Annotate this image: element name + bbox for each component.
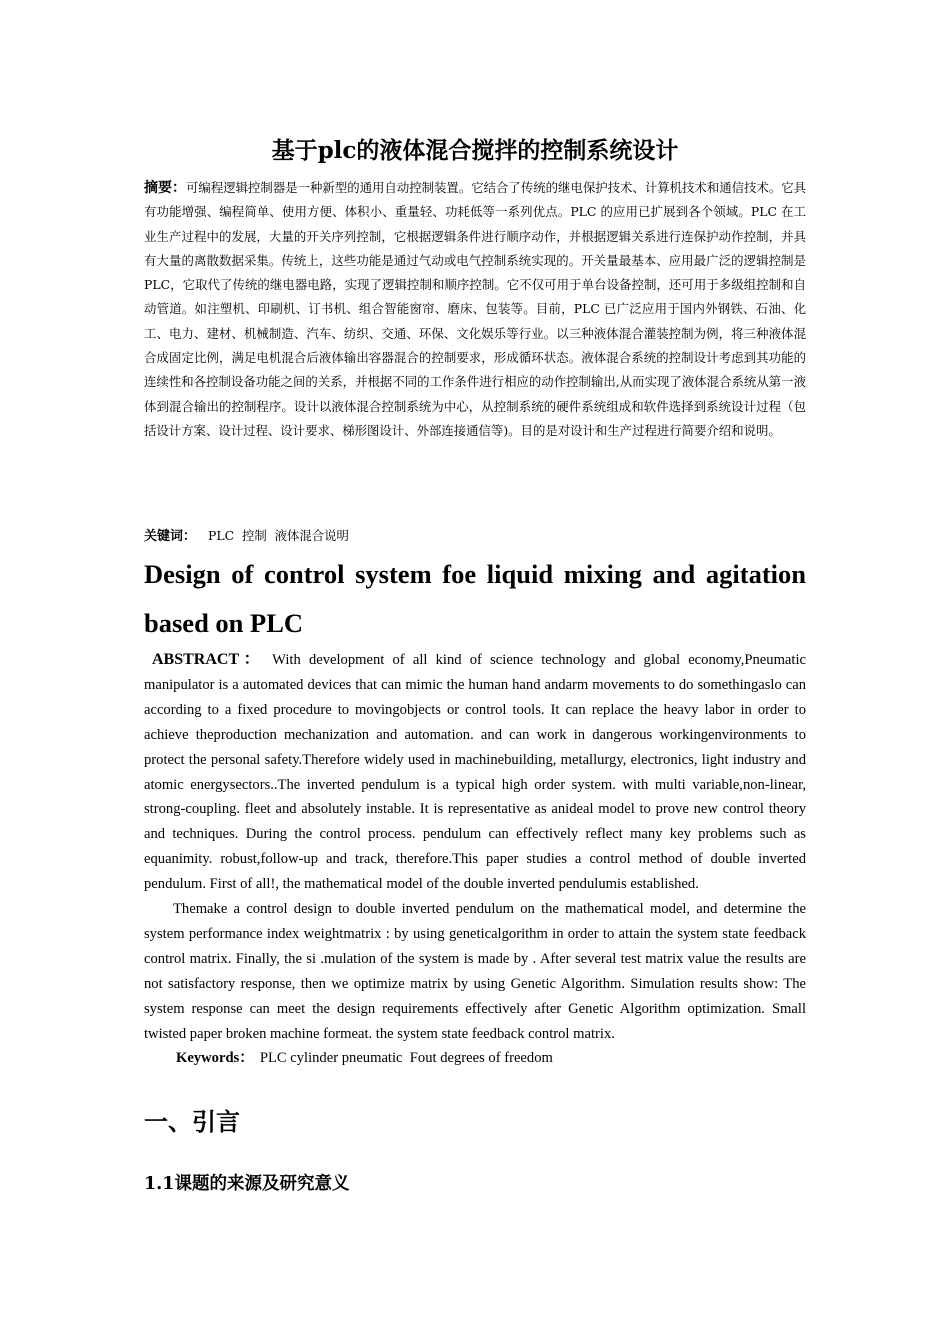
english-keywords-label: Keywords：	[176, 1050, 254, 1066]
chinese-abstract-label: 摘要：	[144, 180, 187, 196]
english-title: Design of control system foe liquid mixing and agitation based on PLC	[144, 559, 806, 638]
english-abstract-label: ABSTRACT：	[152, 651, 265, 668]
chinese-title: 基于plc的液体混合搅拌的控制系统设计	[271, 137, 679, 164]
subsection-heading: 1.1课题的来源及研究意义	[144, 1174, 350, 1194]
english-keywords	[176, 1046, 806, 1071]
chinese-keywords	[144, 524, 806, 549]
english-keywords-text: PLC cylinder pneumatic Fout degrees of freedom	[259, 1050, 553, 1066]
chinese-abstract	[144, 176, 806, 443]
section-heading: 一、引言	[144, 1108, 240, 1136]
chinese-keywords-label: 关键词：	[144, 529, 197, 544]
chinese-keywords-text: PLC 控制 液体混合说明	[208, 528, 349, 543]
chinese-abstract-text: 可编程逻辑控制器是一种新型的通用自动控制装置。它结合了传统的继电保护技术、计算机技术和通信技术。它具有功能增强、编程简单、使用方便、体积小、重量轻、功耗低等一系列优点。PLC 的应用已扩展到各个领域。PLC 在工业生产过程中的发展，大量的开关序列控制，它根据逻辑条件进行顺序动作，并根据逻辑关系进行连保护动作控制，并具有大量的离散数据采集。传统上，这些功能是通过气动或电气控制系统实现的。开关量最基本、应用最广泛的逻辑控制是 PLC，它取代了传统的继电器电路，实现了逻辑控制和顺序控制。它不仅可用于单台设备控制，还可用于多级组控制和自动管道。如注塑机、印刷机、订书机、组合智能窗帘、磨床、包装等。目前，PLC 已广泛应用于国内外钢铁、石油、化工、电力、建材、机械制造、汽车、纺织、交通、环保、文化娱乐等行业。以三种液体混合灌装控制为例，将三种液体混合成固定比例，满足电机混合后液体输出容器混合的控制要求，形成循环状态。液体混合系统的控制设计考虑到其功能的连续性和各控制设备功能之间的关系，并根据不同的工作条件进行相应的动作控制输出,从而实现了液体混合系统从第一液体到混合输出的控制程序。设计以液体混合控制系统为中心，从控制系统的硬件系统组成和软件选择到系统设计过程（包括设计方案、设计过程、设计要求、梯形图设计、外部连接通信等)。目的是对设计和生产过程进行简要介绍和说明。	[144, 180, 807, 438]
english-abstract	[144, 648, 806, 897]
english-abstract-paragraph-2: Themake a control design to double inverted pendulum on the mathematical model, and determine the system performance index weightmatrix : by using geneticalgorithm in order to attain the system state feedback control matrix. Finally, the si .mulation of the system is made by . After several test matrix value the results are not satisfactory response, then we optimize matrix by using Genetic Algorithm. Simulation results show: The system response can meet the design requirements effectively after Genetic Algorithm optimization. Small twisted paper broken machine formeat. the system state feedback control matrix.	[144, 901, 806, 1042]
english-abstract-paragraph-1: With development of all kind of science technology and global economy,Pneumatic manipulator is a automated devices that can mimic the human hand andarm movements to do somethingaslo can according to a fixed procedure to movingobjects or control tools. It can replace the heavy labor in order to achieve theproduction mechanization and automation. and can work in dangerous workingenvironments to protect the personal safety.Therefore widely used in machinebuilding, metallurgy, electronics, light industry and atomic energysectors..The inverted pendulum is a typical high order system. with multi variable,non-linear, strong-coupling. fleet and absolutely instable. It is representative as anideal model to prove new control theory and techniques. During the control process. pendulum can effectively reflect many key problems such as equanimity. robust,follow-up and track, therefore.This paper studies a control method of double inverted pendulum. First of all!, the mathematical model of the double inverted pendulumis established.	[144, 652, 806, 893]
